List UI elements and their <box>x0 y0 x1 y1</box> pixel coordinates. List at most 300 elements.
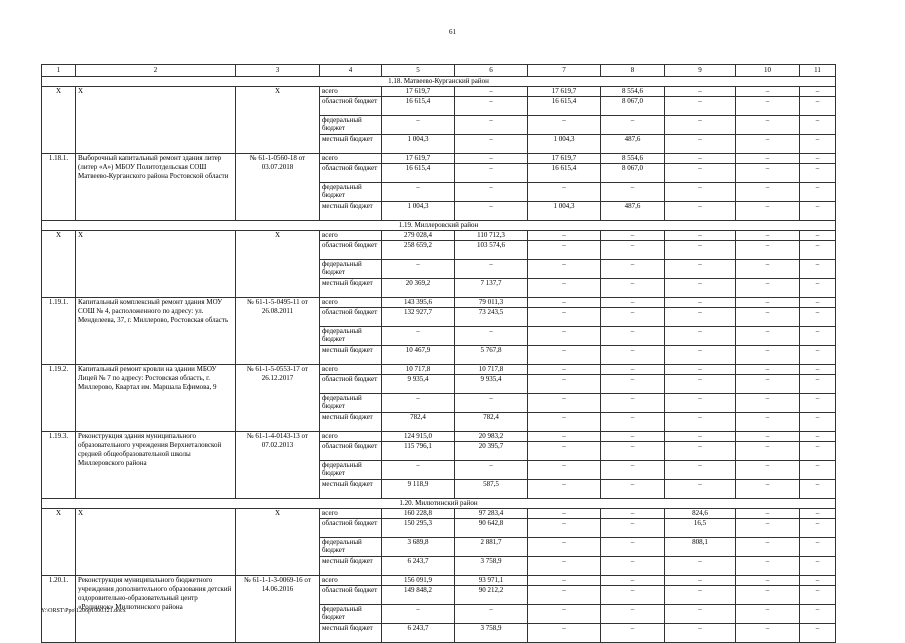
column-number: 1 <box>42 65 76 77</box>
funding-source: областной бюджет <box>320 164 382 183</box>
funding-source: местный бюджет <box>320 624 382 643</box>
amount-cell: – <box>601 461 665 480</box>
amount-cell: – <box>382 327 455 346</box>
amount-cell: – <box>800 605 836 624</box>
amount-cell: – <box>528 576 601 586</box>
amount-cell: – <box>455 260 528 279</box>
amount-cell: – <box>382 116 455 135</box>
column-number: 7 <box>528 65 601 77</box>
funding-source: всего <box>320 298 382 308</box>
item-number: 1.18.1. <box>42 154 76 221</box>
amount-cell: – <box>665 480 736 499</box>
amount-cell: – <box>800 519 836 538</box>
amount-cell: 20 369,2 <box>382 279 455 298</box>
amount-cell: – <box>736 432 800 442</box>
funding-source: областной бюджет <box>320 586 382 605</box>
amount-cell: – <box>665 260 736 279</box>
column-number: 4 <box>320 65 382 77</box>
amount-cell: – <box>665 365 736 375</box>
amount-cell: – <box>800 279 836 298</box>
region-title: 1.18. Матвеево-Курганский район <box>42 77 836 87</box>
amount-cell: – <box>601 241 665 260</box>
object-name: Капитальный комплексный ремонт здания МОУ СОШ № 4, расположенного по адресу: ул. Менделеева, 37, г. Миллерово, Ростовская область <box>76 298 236 365</box>
amount-cell: – <box>665 116 736 135</box>
funding-source: областной бюджет <box>320 442 382 461</box>
amount-cell: 90 212,2 <box>455 586 528 605</box>
funding-source: местный бюджет <box>320 480 382 499</box>
amount-cell: – <box>800 461 836 480</box>
amount-cell: – <box>665 202 736 221</box>
amount-cell: – <box>528 298 601 308</box>
amount-cell: – <box>665 87 736 97</box>
table-row <box>42 154 836 164</box>
amount-cell: – <box>736 97 800 116</box>
object-name: Реконструкция муниципального бюджетного учреждения дополнительного образования детский оздоровительно-образовательный центр «Родничок» Милютинского района <box>76 576 236 643</box>
column-number: 9 <box>665 65 736 77</box>
amount-cell: – <box>736 557 800 576</box>
amount-cell: – <box>665 97 736 116</box>
amount-cell: – <box>800 346 836 365</box>
funding-source: всего <box>320 509 382 519</box>
table-row <box>42 509 836 519</box>
amount-cell: – <box>665 557 736 576</box>
amount-cell: – <box>528 327 601 346</box>
amount-cell: – <box>455 202 528 221</box>
funding-source: федеральный бюджет <box>320 327 382 346</box>
amount-cell: – <box>601 375 665 394</box>
amount-cell: – <box>736 298 800 308</box>
funding-source: местный бюджет <box>320 135 382 154</box>
project-document: № 61-1-5-0495-11 от 26.08.2011 <box>236 298 320 365</box>
amount-cell: – <box>455 183 528 202</box>
amount-cell: – <box>800 432 836 442</box>
amount-cell: – <box>736 576 800 586</box>
amount-cell: 149 848,2 <box>382 586 455 605</box>
amount-cell: – <box>455 116 528 135</box>
table-row <box>42 365 836 375</box>
project-document: № 61-1-4-0143-13 от 07.02.2013 <box>236 432 320 499</box>
amount-cell: 90 642,8 <box>455 519 528 538</box>
amount-cell: – <box>601 394 665 413</box>
amount-cell: – <box>665 231 736 241</box>
amount-cell: – <box>601 480 665 499</box>
amount-cell: 8 554,6 <box>601 154 665 164</box>
funding-source: всего <box>320 87 382 97</box>
funding-source: местный бюджет <box>320 413 382 432</box>
amount-cell: – <box>601 557 665 576</box>
amount-cell: 782,4 <box>455 413 528 432</box>
amount-cell: – <box>736 538 800 557</box>
funding-source: областной бюджет <box>320 241 382 260</box>
amount-cell: – <box>528 346 601 365</box>
funding-source: всего <box>320 154 382 164</box>
column-number-row <box>42 65 836 77</box>
amount-cell: 9 118,9 <box>382 480 455 499</box>
amount-cell: – <box>601 586 665 605</box>
amount-cell: 3 758,9 <box>455 557 528 576</box>
amount-cell: – <box>800 509 836 519</box>
region-row <box>42 77 836 87</box>
amount-cell: – <box>736 394 800 413</box>
amount-cell: 6 243,7 <box>382 557 455 576</box>
amount-cell: – <box>800 624 836 643</box>
amount-cell: 3 689,8 <box>382 538 455 557</box>
amount-cell: 8 554,6 <box>601 87 665 97</box>
amount-cell: – <box>528 241 601 260</box>
amount-cell: – <box>736 519 800 538</box>
table-row <box>42 576 836 586</box>
amount-cell: – <box>601 260 665 279</box>
amount-cell: – <box>736 480 800 499</box>
amount-cell: 124 915,0 <box>382 432 455 442</box>
amount-cell: – <box>382 183 455 202</box>
amount-cell: 10 717,8 <box>382 365 455 375</box>
region-row <box>42 499 836 509</box>
amount-cell: – <box>455 461 528 480</box>
amount-cell: – <box>455 394 528 413</box>
amount-cell: – <box>601 279 665 298</box>
amount-cell: 1 004,3 <box>528 135 601 154</box>
footer-file-path: Y:\ORST\Ppo\1206p1000.f21.docx <box>41 608 126 614</box>
object-name: Реконструкция здания муниципального образовательного учреждения Верхнеталовской средней общеобразовательной школы Миллеровского района <box>76 432 236 499</box>
amount-cell: – <box>736 624 800 643</box>
funding-source: местный бюджет <box>320 202 382 221</box>
funding-source: областной бюджет <box>320 519 382 538</box>
amount-cell: 808,1 <box>665 538 736 557</box>
amount-cell: – <box>528 413 601 432</box>
project-document: № 61-1-1-3-0069-16 от 14.06.2016 <box>236 576 320 643</box>
amount-cell: – <box>528 183 601 202</box>
amount-cell: – <box>455 154 528 164</box>
amount-cell: 17 619,7 <box>528 154 601 164</box>
amount-cell: – <box>455 164 528 183</box>
amount-cell: – <box>800 442 836 461</box>
amount-cell: – <box>601 365 665 375</box>
amount-cell: – <box>665 241 736 260</box>
amount-cell: – <box>736 346 800 365</box>
amount-cell: – <box>800 365 836 375</box>
amount-cell: – <box>736 260 800 279</box>
object-name: Выборочный капитальный ремонт здания литер (литер «А») МБОУ Политотдельская СОШ Матвеево-Курганского района Ростовской области <box>76 154 236 221</box>
object-name: Капитальный ремонт кровли на здании МБОУ Лицей № 7 по адресу: Ростовская область, г. Миллерово, Квартал им. Маршала Ефимова, 9 <box>76 365 236 432</box>
amount-cell: 103 574,6 <box>455 241 528 260</box>
amount-cell: 279 028,4 <box>382 231 455 241</box>
amount-cell: 9 935,4 <box>382 375 455 394</box>
amount-cell: – <box>800 538 836 557</box>
table-row <box>42 87 836 97</box>
amount-cell: 10 717,8 <box>455 365 528 375</box>
object-name: Х <box>76 231 236 298</box>
amount-cell: – <box>455 87 528 97</box>
table-row <box>42 298 836 308</box>
amount-cell: 73 243,5 <box>455 308 528 327</box>
item-number: 1.19.3. <box>42 432 76 499</box>
amount-cell: – <box>601 298 665 308</box>
amount-cell: 587,5 <box>455 480 528 499</box>
amount-cell: – <box>800 241 836 260</box>
amount-cell: 97 283,4 <box>455 509 528 519</box>
project-document: Х <box>236 87 320 154</box>
amount-cell: – <box>455 97 528 116</box>
amount-cell: – <box>800 87 836 97</box>
amount-cell: – <box>800 298 836 308</box>
amount-cell: – <box>601 432 665 442</box>
amount-cell: 9 935,4 <box>455 375 528 394</box>
amount-cell: – <box>800 116 836 135</box>
amount-cell: – <box>528 442 601 461</box>
amount-cell: – <box>800 97 836 116</box>
funding-source: местный бюджет <box>320 557 382 576</box>
amount-cell: – <box>736 202 800 221</box>
amount-cell: – <box>665 442 736 461</box>
amount-cell: 16 615,4 <box>382 164 455 183</box>
funding-source: федеральный бюджет <box>320 461 382 480</box>
amount-cell: – <box>382 394 455 413</box>
amount-cell: – <box>800 375 836 394</box>
amount-cell: – <box>528 394 601 413</box>
table-row <box>42 231 836 241</box>
project-document: Х <box>236 231 320 298</box>
amount-cell: 110 712,3 <box>455 231 528 241</box>
funding-source: федеральный бюджет <box>320 183 382 202</box>
amount-cell: – <box>800 557 836 576</box>
amount-cell: – <box>665 432 736 442</box>
amount-cell: 17 619,7 <box>382 154 455 164</box>
amount-cell: – <box>800 576 836 586</box>
column-number: 5 <box>382 65 455 77</box>
amount-cell: – <box>800 164 836 183</box>
project-document: № 61-1-5-0553-17 от 26.12.2017 <box>236 365 320 432</box>
amount-cell: 93 971,1 <box>455 576 528 586</box>
amount-cell: – <box>601 519 665 538</box>
amount-cell: – <box>528 480 601 499</box>
funding-source: федеральный бюджет <box>320 394 382 413</box>
amount-cell: – <box>528 624 601 643</box>
amount-cell: – <box>736 164 800 183</box>
amount-cell: 8 067,0 <box>601 97 665 116</box>
funding-source: областной бюджет <box>320 308 382 327</box>
amount-cell: – <box>736 231 800 241</box>
amount-cell: – <box>601 442 665 461</box>
amount-cell: – <box>382 605 455 624</box>
amount-cell: 1 004,3 <box>528 202 601 221</box>
item-number: Х <box>42 231 76 298</box>
amount-cell: 6 243,7 <box>382 624 455 643</box>
amount-cell: 8 067,0 <box>601 164 665 183</box>
amount-cell: 17 619,7 <box>382 87 455 97</box>
amount-cell: – <box>736 327 800 346</box>
amount-cell: – <box>601 231 665 241</box>
amount-cell: – <box>736 279 800 298</box>
amount-cell: – <box>800 394 836 413</box>
amount-cell: – <box>736 308 800 327</box>
amount-cell: – <box>665 279 736 298</box>
amount-cell: – <box>736 509 800 519</box>
amount-cell: – <box>736 365 800 375</box>
amount-cell: – <box>601 605 665 624</box>
amount-cell: – <box>665 413 736 432</box>
amount-cell: 1 004,3 <box>382 135 455 154</box>
budget-table <box>41 64 836 643</box>
amount-cell: – <box>800 308 836 327</box>
amount-cell: – <box>800 586 836 605</box>
table-row <box>42 432 836 442</box>
funding-source: всего <box>320 432 382 442</box>
amount-cell: 487,6 <box>601 202 665 221</box>
amount-cell: – <box>528 279 601 298</box>
amount-cell: – <box>665 346 736 365</box>
amount-cell: – <box>665 461 736 480</box>
amount-cell: 160 228,8 <box>382 509 455 519</box>
amount-cell: – <box>665 154 736 164</box>
amount-cell: – <box>800 135 836 154</box>
amount-cell: – <box>528 586 601 605</box>
amount-cell: – <box>736 413 800 432</box>
amount-cell: – <box>528 509 601 519</box>
amount-cell: – <box>601 538 665 557</box>
amount-cell: – <box>528 432 601 442</box>
amount-cell: – <box>601 624 665 643</box>
amount-cell: 143 395,6 <box>382 298 455 308</box>
funding-source: всего <box>320 365 382 375</box>
amount-cell: 824,6 <box>665 509 736 519</box>
amount-cell: – <box>455 135 528 154</box>
item-number: Х <box>42 509 76 576</box>
amount-cell: – <box>665 624 736 643</box>
amount-cell: – <box>601 327 665 346</box>
object-name: Х <box>76 509 236 576</box>
column-number: 6 <box>455 65 528 77</box>
amount-cell: – <box>800 231 836 241</box>
amount-cell: 16 615,4 <box>382 97 455 116</box>
amount-cell: – <box>528 231 601 241</box>
amount-cell: – <box>665 327 736 346</box>
amount-cell: – <box>800 413 836 432</box>
amount-cell: – <box>736 241 800 260</box>
amount-cell: – <box>800 480 836 499</box>
amount-cell: – <box>601 116 665 135</box>
amount-cell: – <box>736 461 800 480</box>
funding-source: местный бюджет <box>320 346 382 365</box>
funding-source: федеральный бюджет <box>320 538 382 557</box>
amount-cell: – <box>382 461 455 480</box>
amount-cell: 5 767,8 <box>455 346 528 365</box>
funding-source: областной бюджет <box>320 97 382 116</box>
project-document: № 61-1-0560-18 от 03.07.2018 <box>236 154 320 221</box>
amount-cell: – <box>528 519 601 538</box>
amount-cell: – <box>382 260 455 279</box>
item-number: 1.19.1. <box>42 298 76 365</box>
amount-cell: – <box>528 308 601 327</box>
amount-cell: – <box>736 154 800 164</box>
region-title: 1.19. Миллеровский район <box>42 221 836 231</box>
column-number: 3 <box>236 65 320 77</box>
amount-cell: 2 881,7 <box>455 538 528 557</box>
amount-cell: 1 004,3 <box>382 202 455 221</box>
column-number: 11 <box>800 65 836 77</box>
region-title: 1.20. Милютинский район <box>42 499 836 509</box>
amount-cell: – <box>601 308 665 327</box>
amount-cell: 156 091,9 <box>382 576 455 586</box>
amount-cell: 132 927,7 <box>382 308 455 327</box>
funding-source: федеральный бюджет <box>320 605 382 624</box>
amount-cell: – <box>601 576 665 586</box>
funding-source: областной бюджет <box>320 375 382 394</box>
amount-cell: – <box>800 154 836 164</box>
amount-cell: – <box>665 375 736 394</box>
amount-cell: – <box>736 442 800 461</box>
amount-cell: – <box>528 538 601 557</box>
amount-cell: – <box>736 87 800 97</box>
amount-cell: 150 295,3 <box>382 519 455 538</box>
amount-cell: – <box>736 183 800 202</box>
amount-cell: – <box>736 375 800 394</box>
amount-cell: – <box>455 327 528 346</box>
amount-cell: 79 011,3 <box>455 298 528 308</box>
amount-cell: 487,6 <box>601 135 665 154</box>
amount-cell: – <box>800 183 836 202</box>
amount-cell: 10 467,9 <box>382 346 455 365</box>
item-number: Х <box>42 87 76 154</box>
region-row <box>42 221 836 231</box>
funding-source: всего <box>320 231 382 241</box>
item-number: 1.19.2. <box>42 365 76 432</box>
amount-cell: – <box>736 135 800 154</box>
amount-cell: – <box>665 576 736 586</box>
object-name: Х <box>76 87 236 154</box>
amount-cell: – <box>528 375 601 394</box>
amount-cell: – <box>665 298 736 308</box>
amount-cell: 16,5 <box>665 519 736 538</box>
amount-cell: – <box>528 260 601 279</box>
amount-cell: 3 758,9 <box>455 624 528 643</box>
amount-cell: – <box>800 260 836 279</box>
amount-cell: 7 137,7 <box>455 279 528 298</box>
amount-cell: 20 983,2 <box>455 432 528 442</box>
project-document: Х <box>236 509 320 576</box>
amount-cell: – <box>800 327 836 346</box>
amount-cell: – <box>665 394 736 413</box>
amount-cell: – <box>528 557 601 576</box>
amount-cell: – <box>601 346 665 365</box>
funding-source: всего <box>320 576 382 586</box>
amount-cell: 20 395,7 <box>455 442 528 461</box>
amount-cell: 115 796,1 <box>382 442 455 461</box>
amount-cell: – <box>665 586 736 605</box>
column-number: 2 <box>76 65 236 77</box>
funding-source: федеральный бюджет <box>320 116 382 135</box>
amount-cell: – <box>528 365 601 375</box>
amount-cell: – <box>528 605 601 624</box>
funding-source: федеральный бюджет <box>320 260 382 279</box>
amount-cell: 16 615,4 <box>528 164 601 183</box>
amount-cell: – <box>665 164 736 183</box>
amount-cell: – <box>665 135 736 154</box>
amount-cell: – <box>528 461 601 480</box>
funding-source: местный бюджет <box>320 279 382 298</box>
amount-cell: – <box>736 116 800 135</box>
amount-cell: 17 619,7 <box>528 87 601 97</box>
amount-cell: – <box>528 116 601 135</box>
amount-cell: – <box>665 308 736 327</box>
amount-cell: – <box>665 183 736 202</box>
amount-cell: – <box>665 605 736 624</box>
amount-cell: 782,4 <box>382 413 455 432</box>
amount-cell: – <box>736 586 800 605</box>
amount-cell: – <box>601 509 665 519</box>
column-number: 10 <box>736 65 800 77</box>
amount-cell: 258 659,2 <box>382 241 455 260</box>
